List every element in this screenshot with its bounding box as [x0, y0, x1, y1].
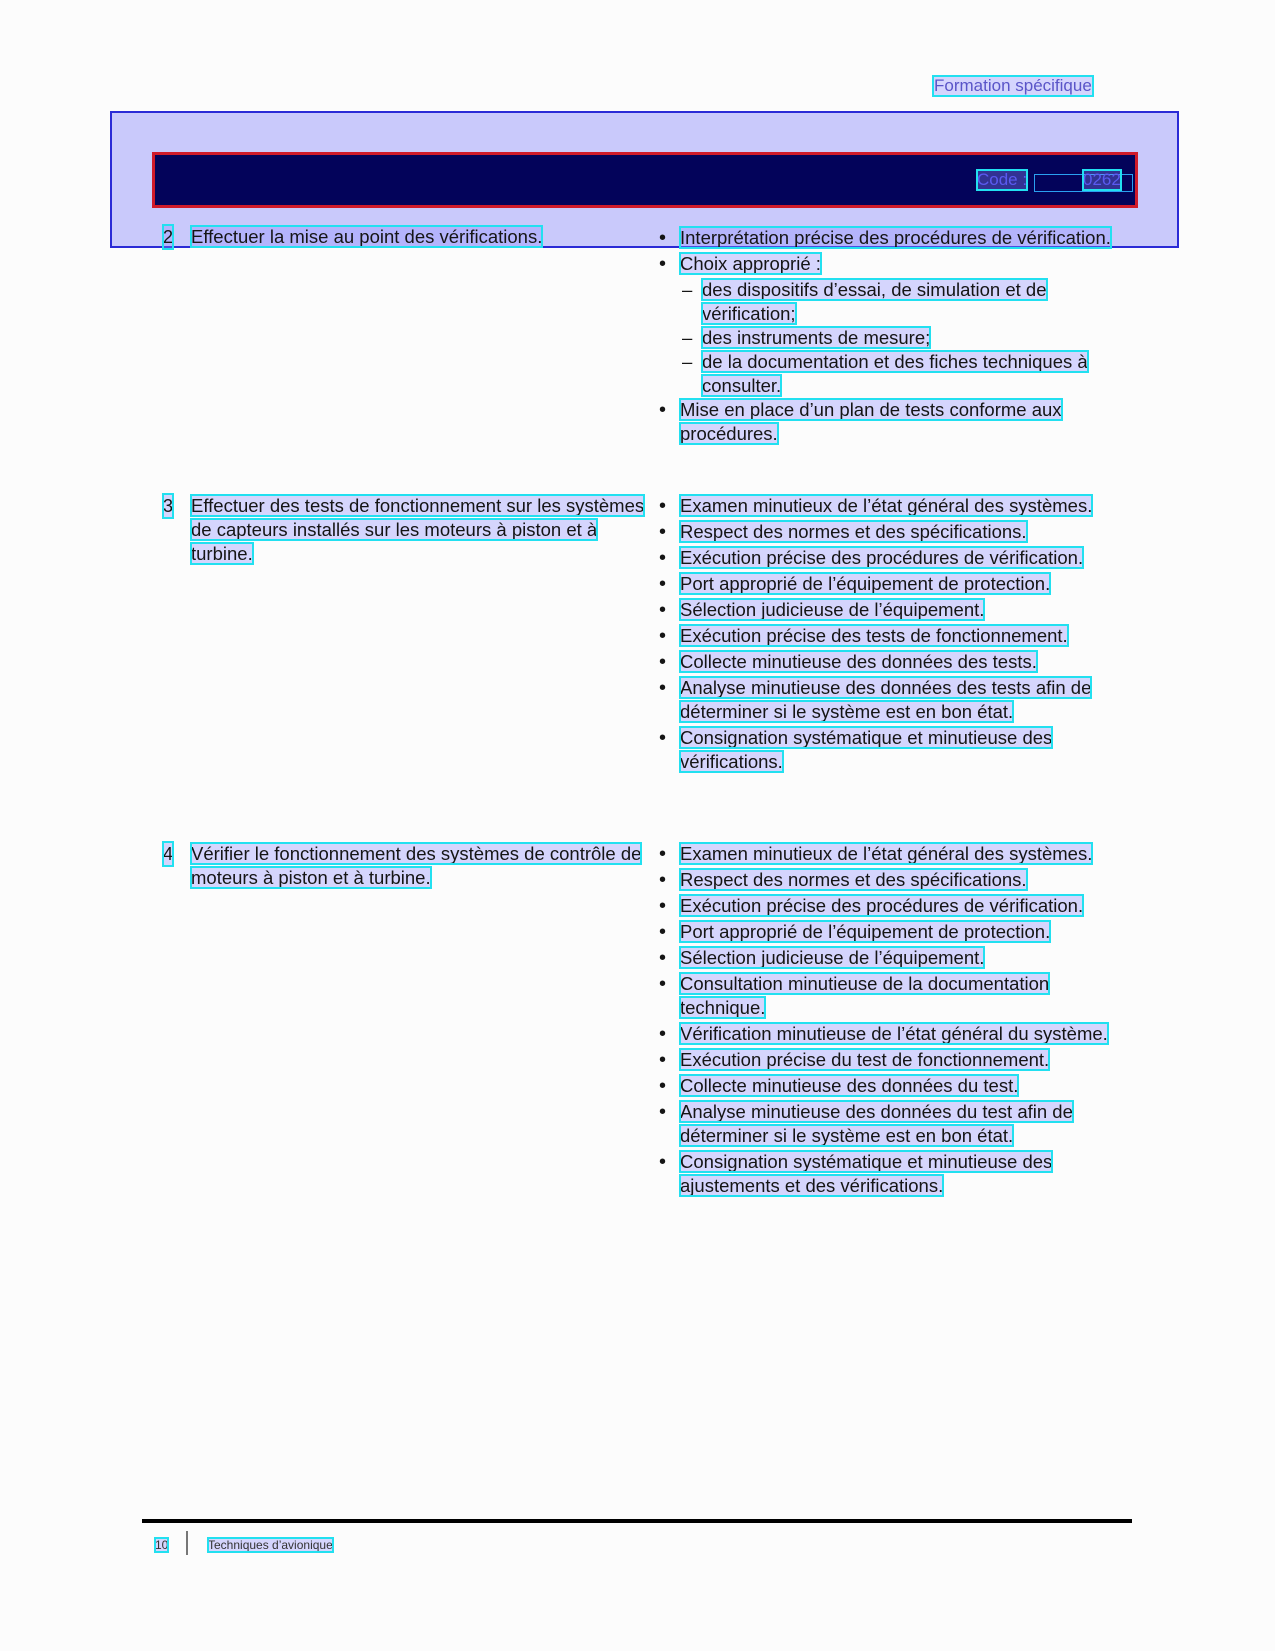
criteria-item	[654, 398, 1129, 446]
criteria-item	[654, 650, 1129, 674]
criteria-item	[654, 598, 1129, 622]
criteria-item	[654, 494, 1129, 518]
element-text	[191, 494, 661, 566]
criteria-item	[654, 676, 1129, 724]
element-text	[191, 225, 661, 249]
footer-title: Techniques d’avionique	[208, 1538, 333, 1552]
criteria-text: Sélection judicieuse de l’équipement.	[680, 947, 985, 968]
criteria-item	[654, 868, 1129, 892]
criteria-item	[654, 972, 1129, 1020]
criteria-item	[654, 624, 1129, 648]
criteria-item	[654, 252, 1129, 276]
criteria-text: Respect des normes et des spécifications.	[680, 521, 1027, 542]
element-text-label: Effectuer la mise au point des vérifications.	[191, 226, 543, 247]
criteria-text: Port approprié de l’équipement de protection.	[680, 573, 1051, 594]
criteria-item	[654, 226, 1129, 250]
criteria-text: Consultation minutieuse de la documentation technique.	[680, 973, 1050, 1018]
section-header-label: Formation spécifique	[934, 76, 1092, 95]
criteria-text: Exécution précise des procédures de vérification.	[680, 895, 1084, 916]
code-value: 0262	[1083, 170, 1121, 189]
criteria-item	[654, 946, 1129, 970]
criteria-item	[654, 1100, 1129, 1148]
criteria-text: Collecte minutieuse des données du test.	[680, 1075, 1019, 1096]
criteria-text: Choix approprié :	[680, 253, 821, 274]
criteria-item	[654, 894, 1129, 918]
criteria-item	[654, 520, 1129, 544]
criteria-item	[654, 726, 1129, 774]
criteria-text: Examen minutieux de l’état général des systèmes.	[680, 495, 1093, 516]
criteria-item	[654, 1150, 1129, 1198]
criteria-text: Vérification minutieuse de l’état général du système.	[680, 1023, 1108, 1044]
criteria-text: Analyse minutieuse des données des tests afin de déterminer si le système est en bon état.	[680, 677, 1092, 722]
criteria-subitem	[654, 350, 1129, 398]
criteria-item	[654, 1022, 1129, 1046]
criteria-text: Mise en place d’un plan de tests conforme aux procédures.	[680, 399, 1062, 444]
criteria-text: Analyse minutieuse des données du test afin de déterminer si le système est en bon état.	[680, 1101, 1073, 1146]
criteria-text: des dispositifs d’essai, de simulation et de vérification;	[702, 279, 1047, 324]
criteria-subitem	[654, 326, 1129, 350]
criteria-item	[654, 546, 1129, 570]
page-number: 10	[155, 1538, 169, 1552]
element-number: 3	[163, 496, 174, 516]
criteria-item	[654, 842, 1129, 866]
criteria-list	[654, 494, 1129, 776]
element-text-label: Effectuer des tests de fonctionnement sur les systèmes de capteurs installés sur les moteurs à piston et à turbine.	[191, 495, 645, 564]
footer-separator	[186, 1531, 188, 1555]
criteria-text: Interprétation précise des procédures de vérification.	[680, 227, 1111, 248]
criteria-list	[654, 842, 1129, 1200]
criteria-text: des instruments de mesure;	[702, 327, 931, 348]
criteria-subitem	[654, 278, 1129, 326]
criteria-text: Respect des normes et des spécifications.	[680, 869, 1027, 890]
criteria-list	[654, 226, 1129, 448]
criteria-text: Exécution précise des tests de fonctionnement.	[680, 625, 1068, 646]
footer-rule	[142, 1519, 1132, 1523]
code-label: Code :	[977, 170, 1028, 189]
criteria-text: Collecte minutieuse des données des tests.	[680, 651, 1037, 672]
criteria-text: Exécution précise du test de fonctionnement.	[680, 1049, 1050, 1070]
element-text	[191, 842, 661, 890]
criteria-text: Sélection judicieuse de l’équipement.	[680, 599, 985, 620]
criteria-text: Consignation systématique et minutieuse des ajustements et des vérifications.	[680, 1151, 1053, 1196]
element-text-label: Vérifier le fonctionnement des systèmes de contrôle de moteurs à piston et à turbine.	[191, 843, 642, 888]
criteria-text: Exécution précise des procédures de vérification.	[680, 547, 1084, 568]
criteria-item	[654, 1074, 1129, 1098]
criteria-text: Examen minutieux de l’état général des systèmes.	[680, 843, 1093, 864]
criteria-item	[654, 1048, 1129, 1072]
element-number: 4	[163, 844, 174, 864]
criteria-item	[654, 572, 1129, 596]
element-number: 2	[163, 227, 174, 247]
criteria-text: Port approprié de l’équipement de protection.	[680, 921, 1051, 942]
criteria-text: de la documentation et des fiches techniques à consulter.	[702, 351, 1088, 396]
criteria-item	[654, 920, 1129, 944]
criteria-text: Consignation systématique et minutieuse des vérifications.	[680, 727, 1053, 772]
